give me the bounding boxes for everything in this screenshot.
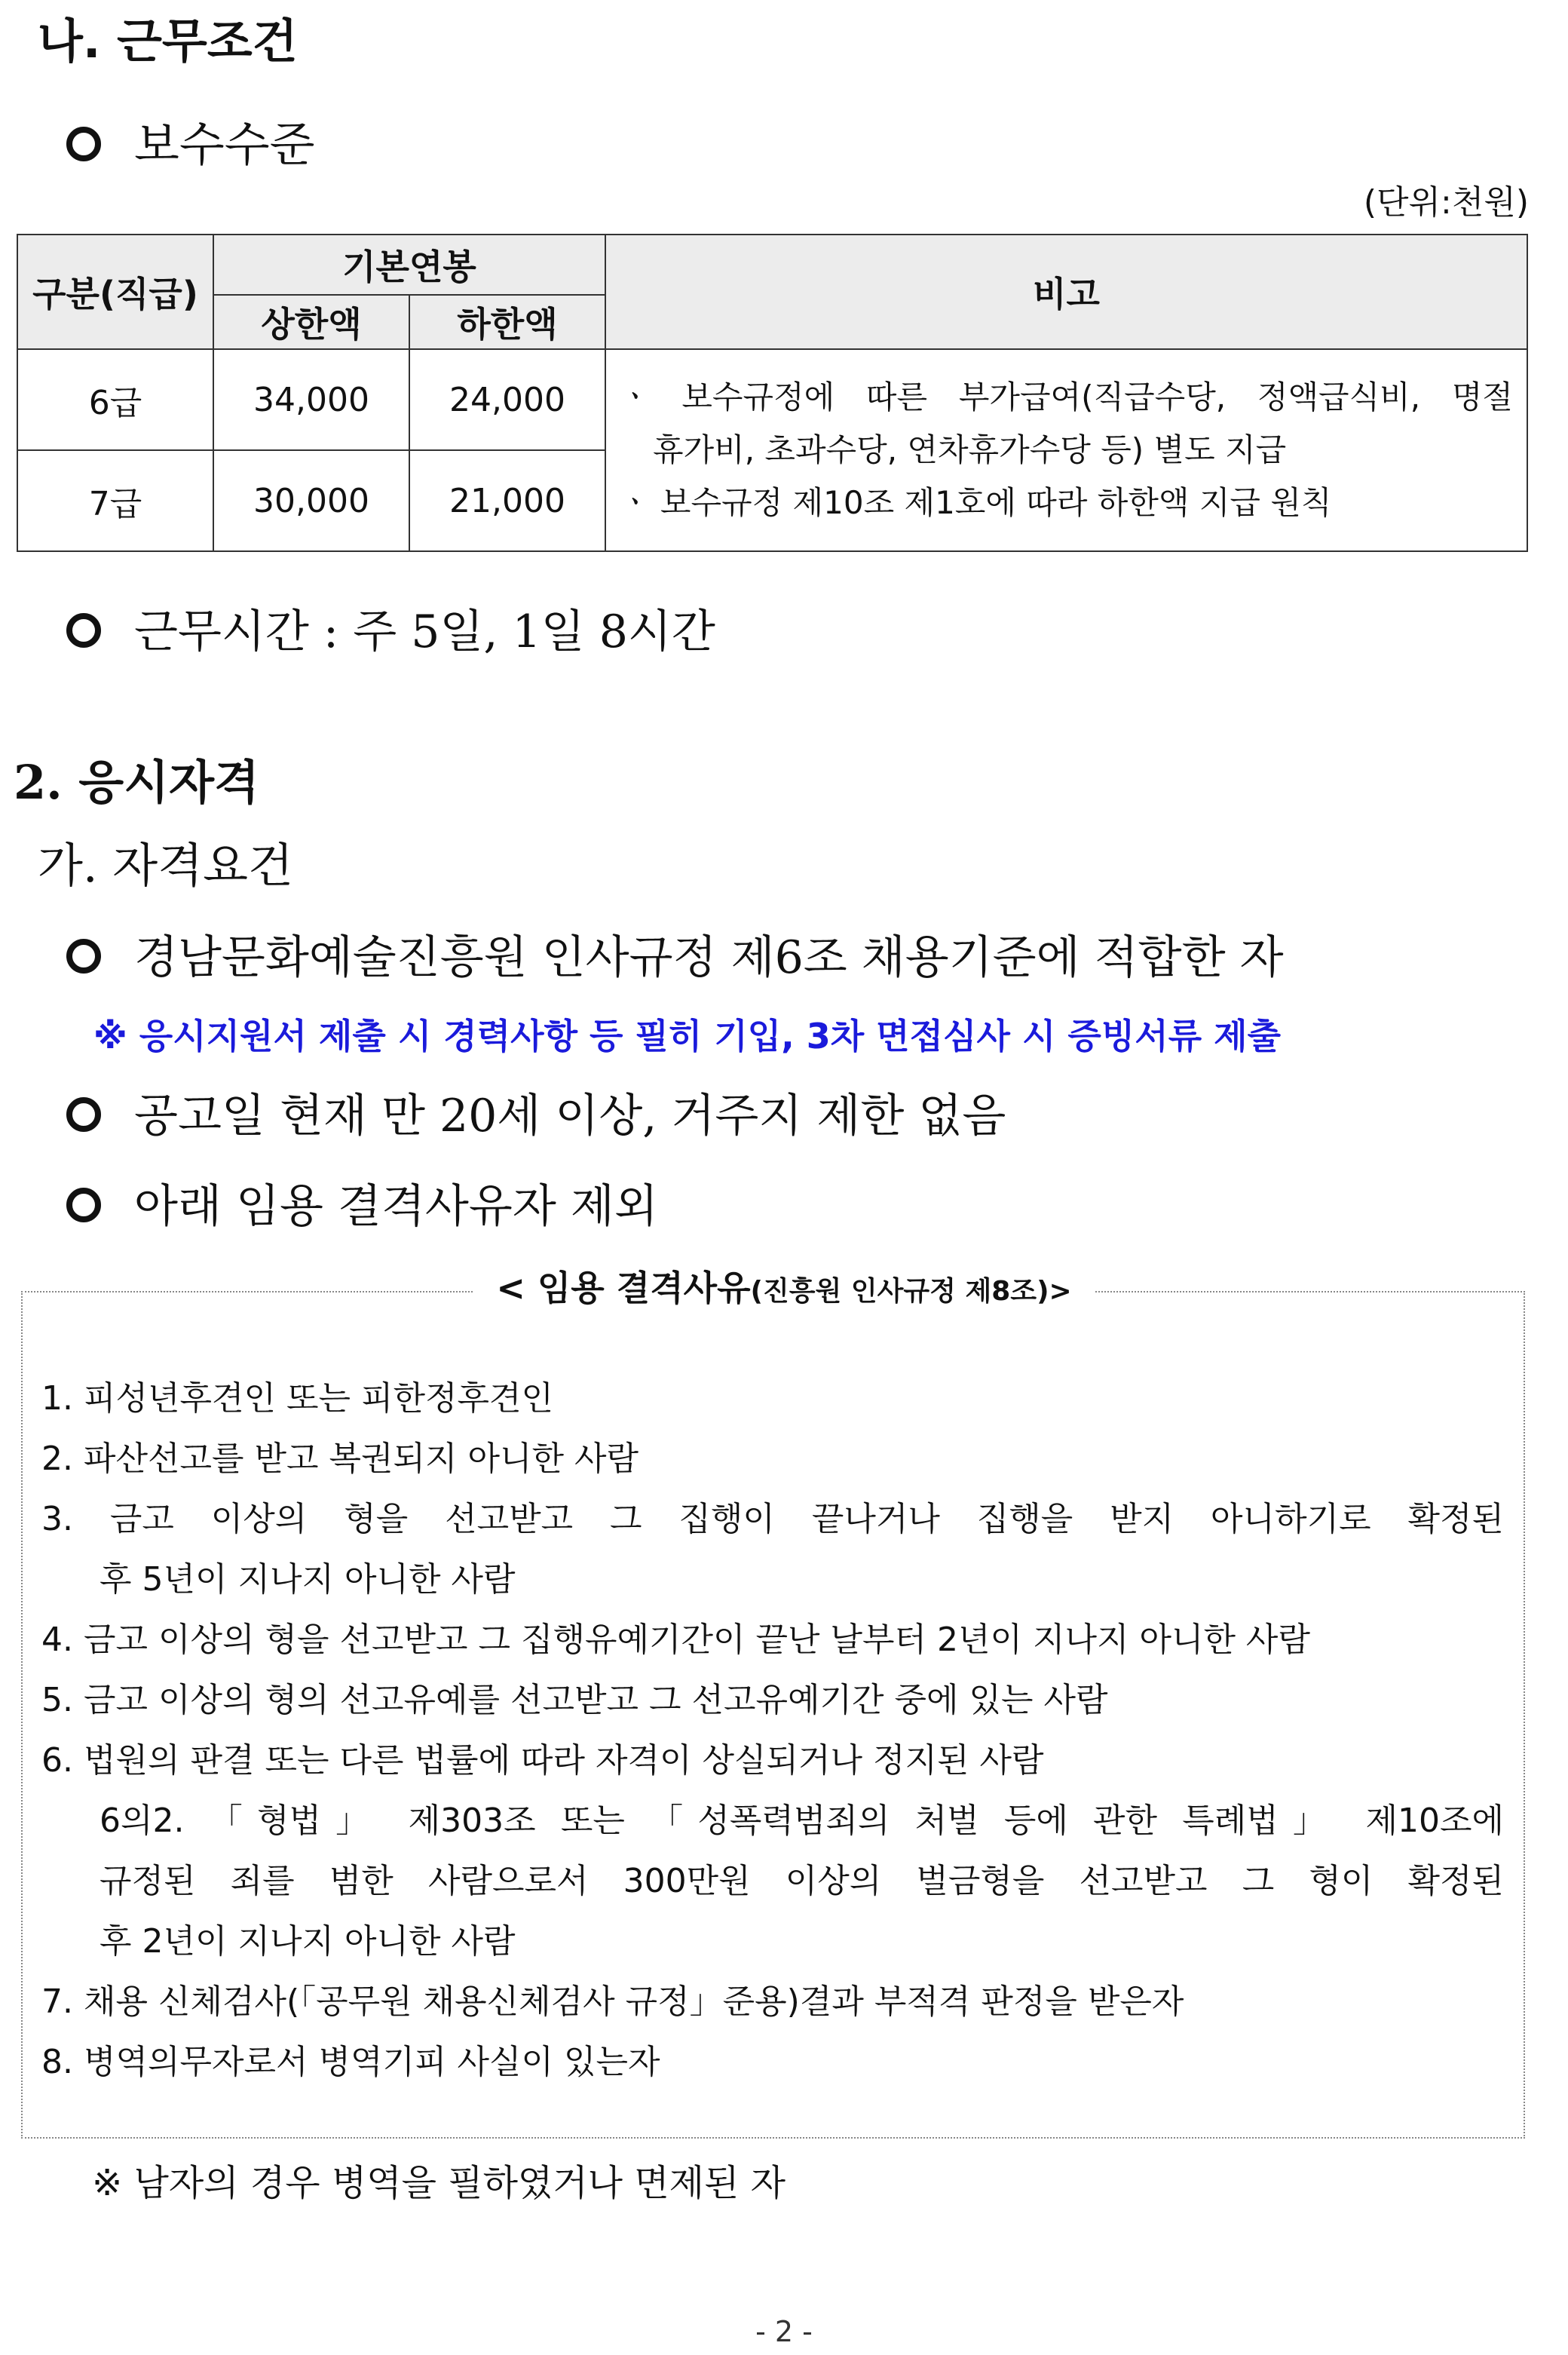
upper-cell: 34,000 (213, 349, 409, 450)
military-note: ※ 남자의 경우 병역을 필하였거나 면제된 자 (92, 2162, 786, 2204)
pay-level-label: 보수수준 (134, 117, 315, 172)
hollow-circle-bullet-icon (66, 127, 101, 161)
list-item: 2. 파산선고를 받고 복권되지 아니한 사람 (41, 1440, 639, 1478)
list-item-continuation: 규정된 죄를 범한 사람으로서 300만원 이상의 벌금형을 선고받고 그 형이 확정된 (100, 1862, 1504, 1900)
header-lower: 하한액 (409, 295, 605, 349)
requirement-1-text: 경남문화예술진흥원 인사규정 제6조 채용기준에 적합한 자 (134, 931, 1284, 984)
list-item: 3. 금고 이상의 형을 선고받고 그 집행이 끝나거나 집행을 받지 아니하기로 확정된 (41, 1500, 1504, 1538)
hollow-circle-bullet-icon (66, 1097, 101, 1132)
grade-cell: 6급 (17, 349, 213, 450)
section-heading-qualifications: 2. 응시자격 (14, 755, 259, 810)
page-number: - 2 - (755, 2315, 813, 2348)
note-cell (605, 349, 1527, 551)
bullet-requirement-2 (66, 1080, 1006, 1145)
note-line: ㆍ 보수규정 제10조 제1호에 따라 하한액 지급 원칙 (620, 484, 1332, 521)
note-line: ㆍ 보수규정에 따른 부가급여(직급수당, 정액급식비, 명절 (620, 379, 1513, 415)
lower-cell: 21,000 (409, 450, 605, 551)
list-item: 1. 피성년후견인 또는 피한정후견인 (41, 1379, 553, 1418)
bullet-requirement-3 (66, 1170, 658, 1235)
requirement-3-text: 아래 임용 결격사유자 제외 (134, 1180, 658, 1233)
subsection-heading-requirements: 가. 자격요건 (38, 838, 293, 893)
note-line: 휴가비, 초과수당, 연차휴가수당 등) 별도 지급 (653, 431, 1287, 468)
list-item: 6. 법원의 판결 또는 다른 법률에 따라 자격이 상실되거나 정지된 사람 (41, 1741, 1044, 1780)
header-base-salary: 기본연봉 (213, 235, 605, 295)
salary-table (17, 234, 1528, 552)
hollow-circle-bullet-icon (66, 613, 101, 648)
upper-cell: 30,000 (213, 450, 409, 551)
disqualification-title-sub: (진흥원 인사규정 제8조)> (750, 1276, 1072, 1307)
list-item: 7. 채용 신체검사(「공무원 채용신체검사 규정」준용)결과 부적격 판정을 받은자 (41, 1982, 1184, 2021)
requirement-2-text: 공고일 현재 만 20세 이상, 거주지 제한 없음 (134, 1090, 1006, 1142)
list-item: 6의2. 「형법」 제303조 또는 「성폭력범죄의 처벌 등에 관한 특례법」 제10조에 (100, 1802, 1504, 1840)
list-item-continuation: 후 5년이 지나지 아니한 사람 (100, 1560, 516, 1599)
disqualification-title-main: < 임용 결격사유 (496, 1268, 751, 1308)
header-grade: 구분(직급) (17, 235, 213, 349)
table-row (17, 349, 1527, 450)
bullet-work-hours (66, 596, 715, 661)
hollow-circle-bullet-icon (66, 939, 101, 974)
work-hours-text: 근무시간 : 주 5일, 1일 8시간 (134, 606, 715, 658)
list-item: 5. 금고 이상의 형의 선고유예를 선고받고 그 선고유예기간 중에 있는 사람 (41, 1681, 1108, 1719)
header-note: 비고 (605, 235, 1527, 349)
disqualification-title-wrap (0, 1261, 1568, 1311)
lower-cell: 24,000 (409, 349, 605, 450)
section-heading-work-conditions: 나. 근무조건 (38, 14, 298, 69)
unit-label: (단위:천원) (1363, 183, 1529, 222)
bullet-requirement-1 (66, 921, 1476, 986)
list-item-continuation: 후 2년이 지나지 아니한 사람 (100, 1922, 516, 1961)
grade-cell: 7급 (17, 450, 213, 551)
bullet-pay-level (66, 107, 315, 174)
disqualification-title (473, 1261, 1094, 1311)
list-item: 4. 금고 이상의 형을 선고받고 그 집행유예기간이 끝난 날부터 2년이 지나지 아니한 사람 (41, 1621, 1310, 1659)
hollow-circle-bullet-icon (66, 1188, 101, 1222)
header-upper: 상한액 (213, 295, 409, 349)
list-item: 8. 병역의무자로서 병역기피 사실이 있는자 (41, 2043, 660, 2081)
requirement-note: ※ 응시지원서 제출 시 경력사항 등 필히 기입, 3차 면접심사 시 증빙서류 제출 (93, 1016, 1282, 1056)
